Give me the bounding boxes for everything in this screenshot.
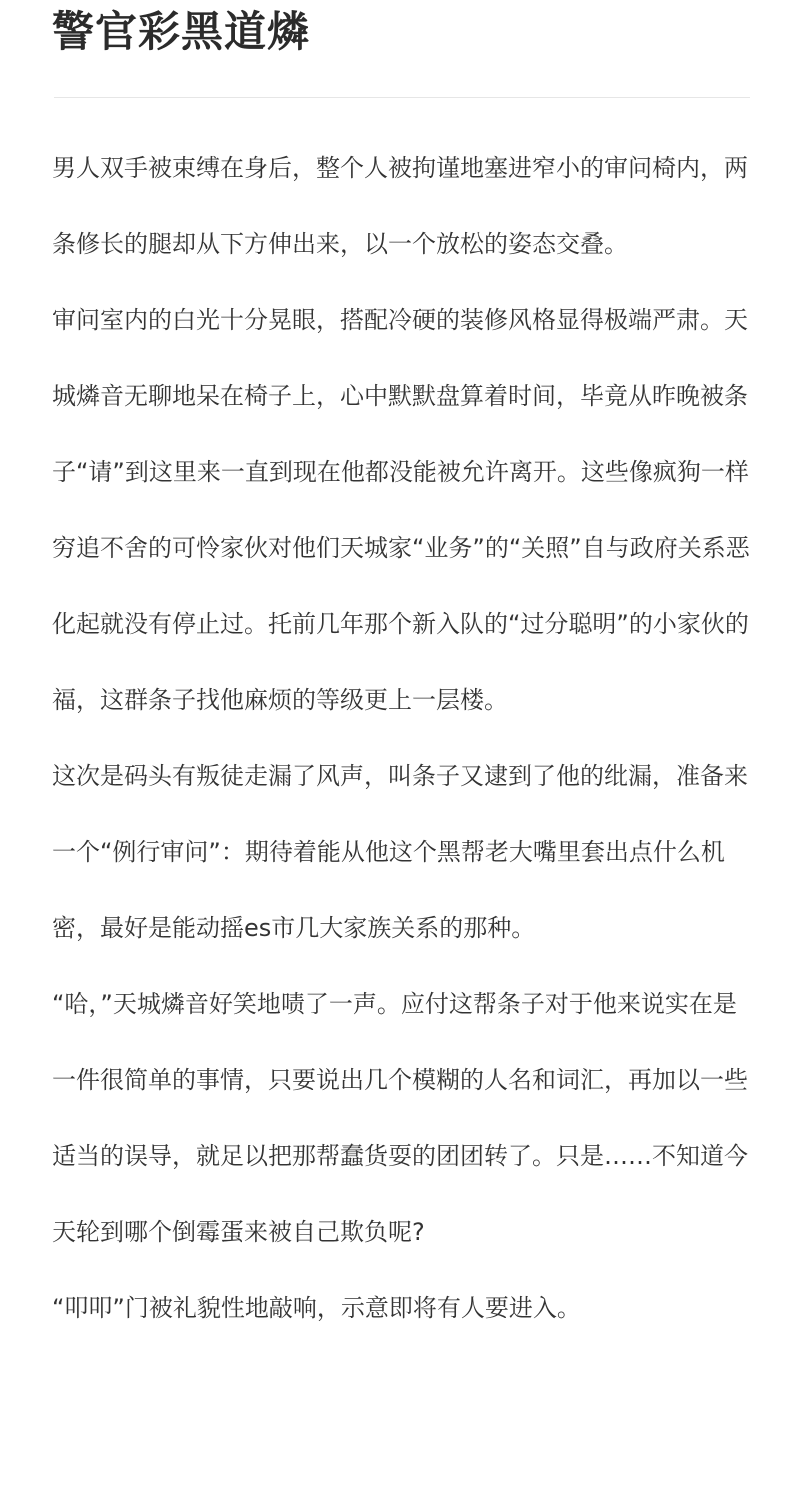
paragraph: 男人双手被束缚在身后，整个人被拘谨地塞进窄小的审问椅内，两条修长的腿却从下方伸出来，以一个放松的姿态交叠。 — [52, 154, 748, 258]
paragraph: “叩叩”门被礼貌性地敲响，示意即将有人要进入。 — [52, 1294, 581, 1322]
paragraph: “哈，”天城燐音好笑地啧了一声。应付这帮条子对于他来说实在是一件很简单的事情，只要说出几个模糊的人名和词汇，再加以一些适当的误导，就足以把那帮蠢货耍的团团转了。只是……不知道今天轮到哪个倒霉蛋来被自己欺负呢? — [52, 990, 748, 1246]
paragraph: 这次是码头有叛徒走漏了风声，叫条子又逮到了他的纰漏，准备来一个“例行审问”：期待着能从他这个黑帮老大嘴里套出点什么机密，最好是能动摇es市几大家族关系的那种。 — [52, 762, 748, 942]
article-body — [52, 130, 752, 1346]
paragraph: 审问室内的白光十分晃眼，搭配冷硬的装修风格显得极端严肃。天城燐音无聊地呆在椅子上，心中默默盘算着时间，毕竟从昨晚被条子“请”到这里来一直到现在他都没能被允许离开。这些像疯狗一样穷追不舍的可怜家伙对他们天城家“业务”的“关照”自与政府关系恶化起就没有停止过。托前几年那个新入队的“过分聪明”的小家伙的福，这群条子找他麻烦的等级更上一层楼。 — [52, 306, 750, 714]
title-divider — [54, 97, 750, 98]
article — [52, 0, 752, 1346]
article-title: 警官彩黑道燐 — [52, 7, 311, 56]
